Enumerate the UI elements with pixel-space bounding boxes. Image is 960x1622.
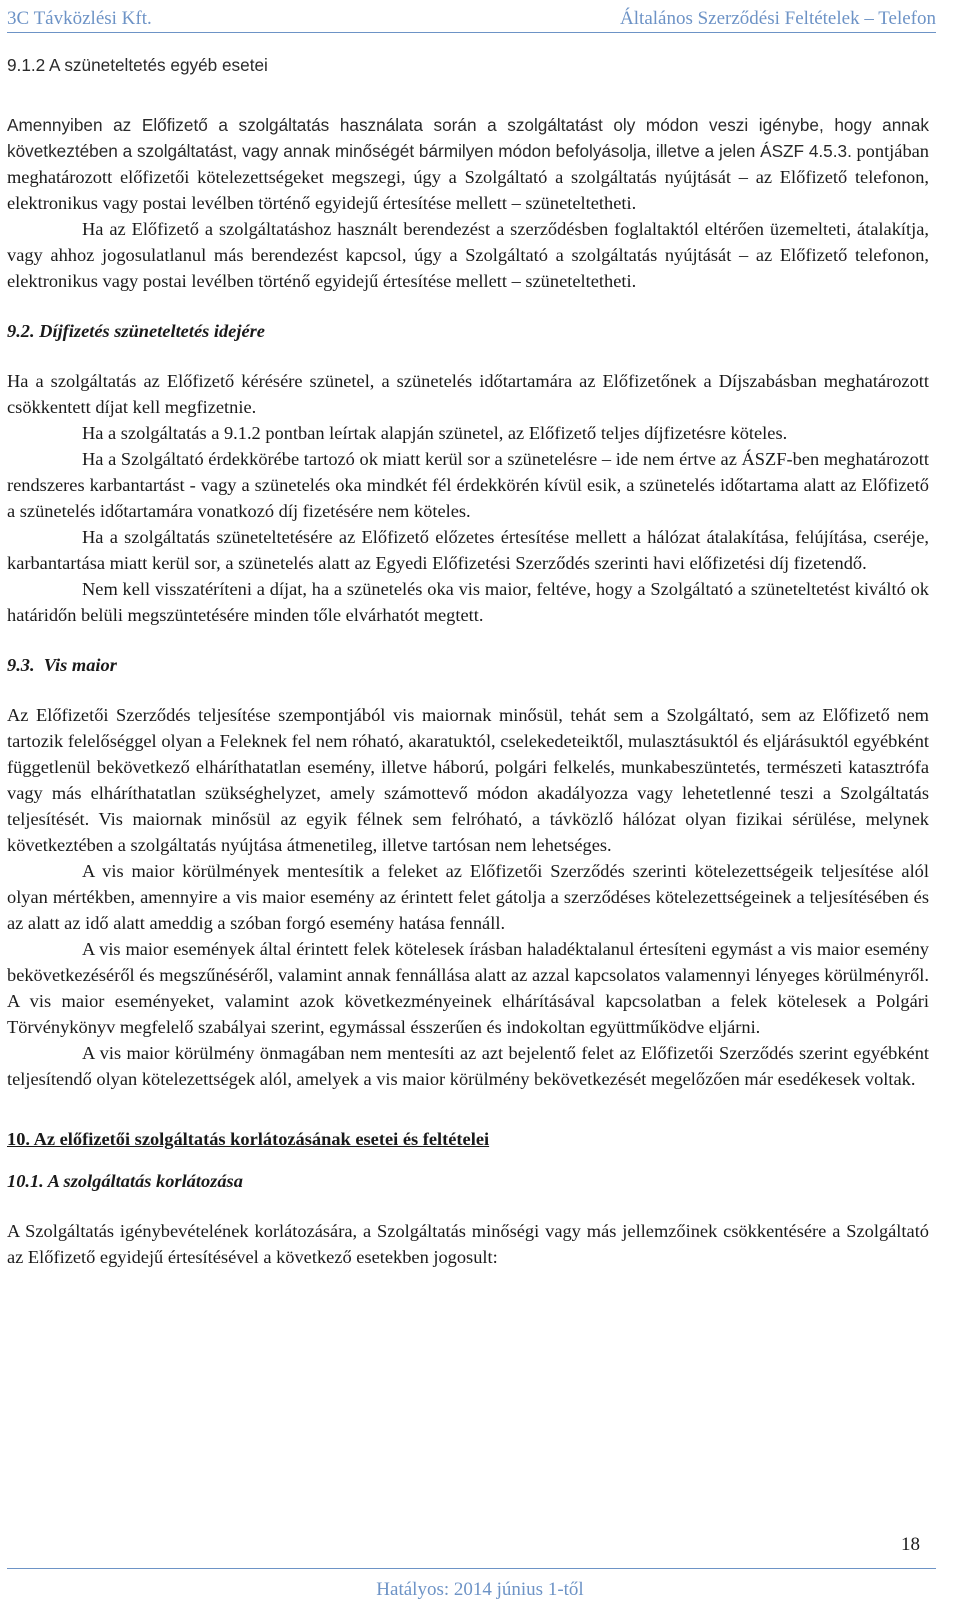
section-heading-9-1-2: 9.1.2 A szüneteltetés egyéb esetei [7,55,268,75]
paragraph-9-1-2-1-rest: pontjában meghatározott előfizetői kötelezettségeket megszegi, úgy a Szolgáltató a szolgáltatás nyújtását – az Előfizető telefonon, elektronikus vagy postai levélben történő egyidejű értesítése mellett – szüneteltetheti. [7,141,929,213]
paragraph-9-1-2-1 [7,112,929,216]
header-company: 3C Távközlési Kft. [7,8,152,29]
paragraph-9-2-3: Ha a Szolgáltató érdekkörébe tartozó ok miatt kerül sor a szünetelésre – ide nem értve az ÁSZF-ben meghatározott rendszeres karbantartást - vagy a szünetelés oka mindkét fél érdekkörén kívül esik, a szünetelés időtartama alatt az Előfizető a szünetelés időtartamára vonatkozó díj fizetésére nem köteles. [7,449,929,521]
section-heading-9-3: 9.3. Vis maior [7,655,117,675]
paragraph-9-3-1: Az Előfizetői Szerződés teljesítése szempontjából vis maiornak minősül, tehát sem a Szolgáltató, sem az Előfizető nem tartozik felelőséggel olyan a Feleknek fel nem róható, akaratuktól, cselekedeteiktől, mulasztásuktól és eljárásuktól egyébként függetlenül bekövetkező elháríthatatlan esemény, illetve háború, polgári felkelés, munkabeszüntetés, természeti katasztrófa vagy más elháríthatatlan szükséghelyzet, amely számottevő módon akadályozza vagy lehetetlenné teszi a Szolgáltatás teljesítését. Vis maiornak minősül az egyik félnek sem felróható, a távközlő hálózat olyan fizikai sérülése, melynek következtében a szolgáltatás nyújtása átmenetileg, illetve tartósan nem lehetséges. [7,705,929,855]
spacer [7,628,929,652]
header-divider [7,32,936,33]
document-body [7,52,929,1270]
paragraph-9-2-5: Nem kell visszatéríteni a díjat, ha a szünetelés oka vis maior, feltéve, hogy a Szolgáltató a szüneteltetést kiváltó ok határidőn belüli megszüntetésére minden tőle elvárhatót megtett. [7,579,929,625]
spacer [7,678,929,702]
section-heading-9-2: 9.2. Díjfizetés szüneteltetés idejére [7,321,265,341]
spacer [7,1194,929,1218]
paragraph-9-2-1: Ha a szolgáltatás az Előfizető kérésére szünetel, a szünetelés időtartamára az Előfizetőnek a Díjszabásban meghatározott csökkentett díjat kell megfizetnie. [7,371,929,417]
footer-divider [7,1568,936,1569]
spacer [7,294,929,318]
spacer [7,344,929,368]
footer-effective-date: Hatályos: 2014 június 1-től [376,1579,584,1600]
paragraph-10-1-1: A Szolgáltatás igénybevételének korlátozására, a Szolgáltatás minőségi vagy más jellemzőinek csökkentésére a Szolgáltató az Előfizető egyidejű értesítésével a következő esetekben jogosult: [7,1221,929,1267]
page-number: 18 [901,1534,920,1555]
section-heading-10-1: 10.1. A szolgáltatás korlátozása [7,1171,243,1191]
page-header [7,4,936,30]
spacer [7,1092,929,1126]
section-heading-10: 10. Az előfizetői szolgáltatás korlátozásának esetei és feltételei [7,1129,490,1149]
paragraph-9-3-3: A vis maior események által érintett felek kötelesek írásban haladéktalanul értesíteni egymást a vis maior esemény bekövetkezéséről és megszűnéséről, valamint annak fennállása alatt az azzal kapcsolatos valamennyi lényeges körülményről. A vis maior eseményeket, valamint azok következményeinek elhárításával kapcsolatban a felek kötelesek a Polgári Törvénykönyv megfelelő szabályai szerint, egymással ésszerűen és indokoltan együttműködve eljárni. [7,939,929,1037]
spacer [7,1152,929,1168]
paragraph-9-1-2-2: Ha az Előfizető a szolgáltatáshoz használt berendezést a szerződésben foglaltaktól eltérően üzemelteti, átalakítja, vagy ahhoz jogosulatlanul más berendezést kapcsol, úgy a Szolgáltató a szolgáltatás nyújtását – az Előfizető telefonon, elektronikus vagy postai levélben történő egyidejű értesítése mellett – szüneteltetheti. [7,219,929,291]
paragraph-9-3-2: A vis maior körülmények mentesítik a feleket az Előfizetői Szerződés szerinti kötelezettségeik teljesítése alól olyan mértékben, amennyire a vis maior esemény az érintett felet gátolja a szerződéses kötelezettségeinek a teljesítésében és az alatt az idő alatt ameddig a szóban forgó esemény hatása fennáll. [7,861,929,933]
paragraph-9-3-4: A vis maior körülmény önmagában nem mentesíti az azt bejelentő felet az Előfizetői Szerződés szerint egyébként teljesítendő olyan kötelezettségek alól, amelyek a vis maior körülmény bekövetkezését megelőzően már esedékesek voltak. [7,1043,929,1089]
paragraph-9-2-4: Ha a szolgáltatás szüneteltetésére az Előfizető előzetes értesítése mellett a hálózat átalakítása, felújítása, cseréje, karbantartása miatt kerül sor, a szünetelés alatt az Egyedi Előfizetési Szerződés szerinti havi előfizetési díj fizetendő. [7,527,929,573]
spacer [7,78,929,112]
header-document-title: Általános Szerződési Feltételek – Telefon [620,8,936,29]
paragraph-9-1-2-1-sans: Amennyiben az Előfizető a szolgáltatás használata során a szolgáltatást oly módon veszi igénybe, hogy annak következtében a szolgáltatást, vagy annak minőségét bármilyen módon befolyásolja, illetve a jelen ÁSZF 4.5.3. [7,115,929,161]
paragraph-9-2-2: Ha a szolgáltatás a 9.1.2 pontban leírtak alapján szünetel, az Előfizető teljes díjfizetésre köteles. [82,423,788,443]
